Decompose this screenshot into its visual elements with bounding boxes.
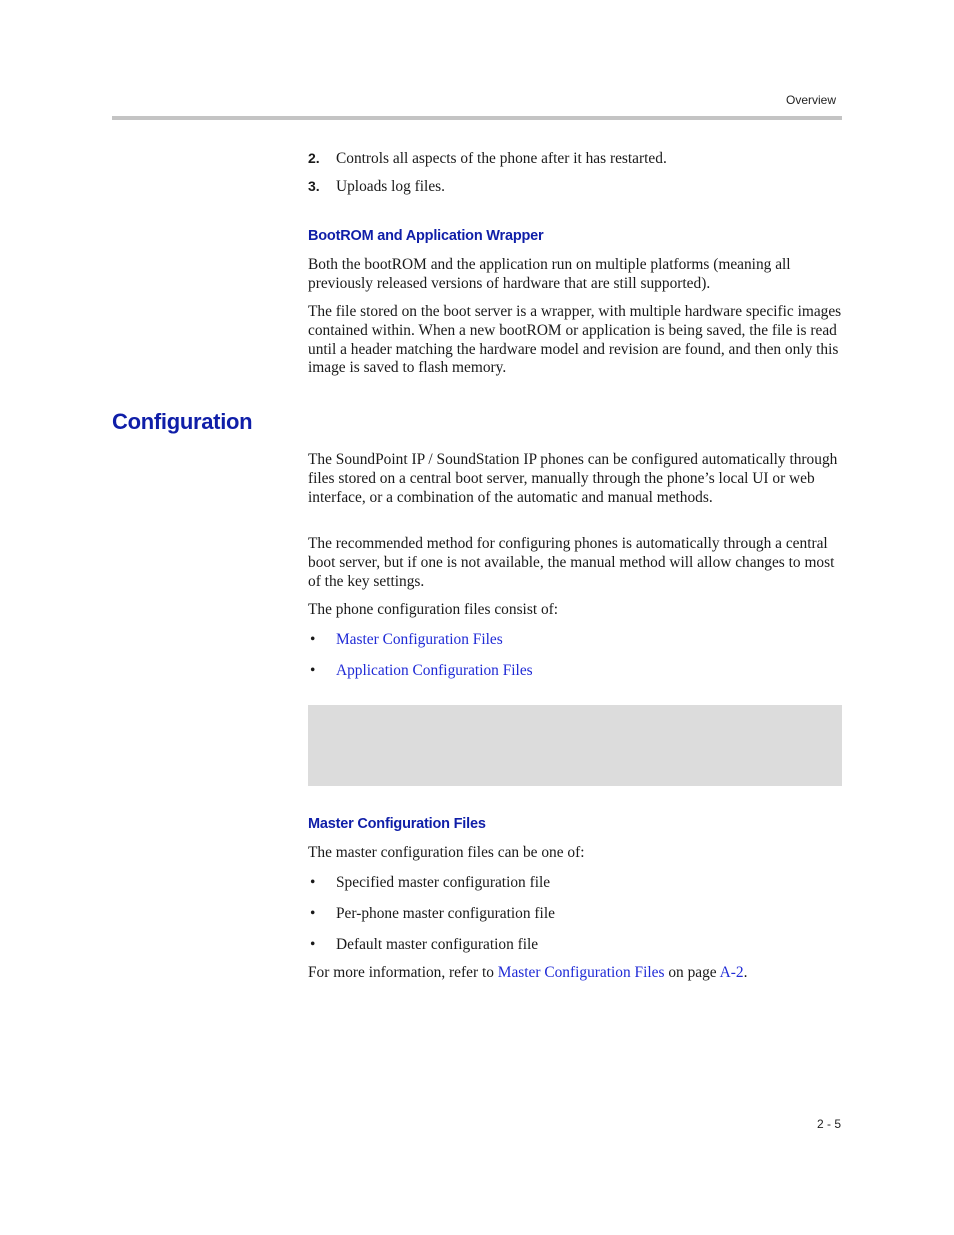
list-item: [308, 631, 503, 649]
page-number: 2 - 5: [816, 1117, 841, 1131]
running-header: Overview: [785, 93, 836, 107]
configuration-paragraph: The phone configuration files consist of:: [308, 601, 559, 618]
bootrom-paragraph: The file stored on the boot server is a wrapper, with multiple hardware specific images contained within. When a new bootROM or application is being saved, the file is read until a header matching the hardware model and revision are found, and then only this image is saved to flash memory.: [308, 303, 842, 377]
configuration-body-3: [308, 601, 842, 620]
bullet-icon: •: [310, 936, 316, 953]
bootrom-body-2: [308, 303, 842, 378]
list-item-text: Specified master configuration file: [336, 874, 551, 891]
header-divider: [112, 116, 842, 120]
configuration-title: Configuration: [112, 409, 253, 434]
step-item: [308, 177, 445, 196]
page-reference-link[interactable]: A-2: [719, 964, 744, 981]
bootrom-heading: BootROM and Application Wrapper: [308, 228, 544, 244]
step-item: [308, 149, 667, 168]
master-config-reference-link[interactable]: Master Configuration Files: [497, 964, 665, 981]
note-box: [308, 705, 842, 786]
bullet-icon: •: [310, 874, 316, 891]
configuration-paragraph: The SoundPoint IP / SoundStation IP phones can be configured automatically through files stored on a central boot server, manually through the phone’s local UI or web interface, or a combination of the automatic and manual methods.: [308, 451, 838, 506]
step-number: 3.: [308, 178, 320, 194]
list-item: [308, 905, 555, 923]
bullet-icon: •: [310, 905, 316, 922]
more-info-paragraph: [308, 964, 842, 983]
more-info-suffix: .: [743, 964, 748, 981]
bullet-icon: •: [310, 631, 316, 648]
list-item: [308, 874, 550, 892]
master-config-body: [308, 844, 842, 863]
more-info-prefix: For more information, refer to: [308, 964, 498, 981]
step-text: Uploads log files.: [336, 178, 446, 195]
list-item-text: Per-phone master configuration file: [336, 905, 555, 922]
configuration-body-2: [308, 535, 842, 591]
bootrom-paragraph: Both the bootROM and the application run on multiple platforms (meaning all previously released versions of hardware that are still supported).: [308, 256, 791, 292]
master-config-link[interactable]: Master Configuration Files: [336, 631, 503, 648]
application-config-link[interactable]: Application Configuration Files: [336, 662, 533, 679]
master-config-intro: The master configuration files can be one of:: [308, 844, 585, 861]
master-config-heading: Master Configuration Files: [308, 816, 486, 832]
list-item: [308, 662, 533, 680]
configuration-paragraph: The recommended method for configuring phones is automatically through a central boot server, but if one is not available, the manual method will allow changes to most of the key settings.: [308, 535, 835, 590]
bootrom-body: [308, 256, 842, 294]
more-info: [308, 964, 842, 983]
bullet-icon: •: [310, 662, 316, 679]
step-number: 2.: [308, 150, 320, 166]
configuration-body: [308, 451, 842, 507]
more-info-middle: on page: [664, 964, 720, 981]
step-text: Controls all aspects of the phone after it has restarted.: [336, 150, 667, 167]
list-item: [308, 936, 538, 954]
list-item-text: Default master configuration file: [336, 936, 539, 953]
